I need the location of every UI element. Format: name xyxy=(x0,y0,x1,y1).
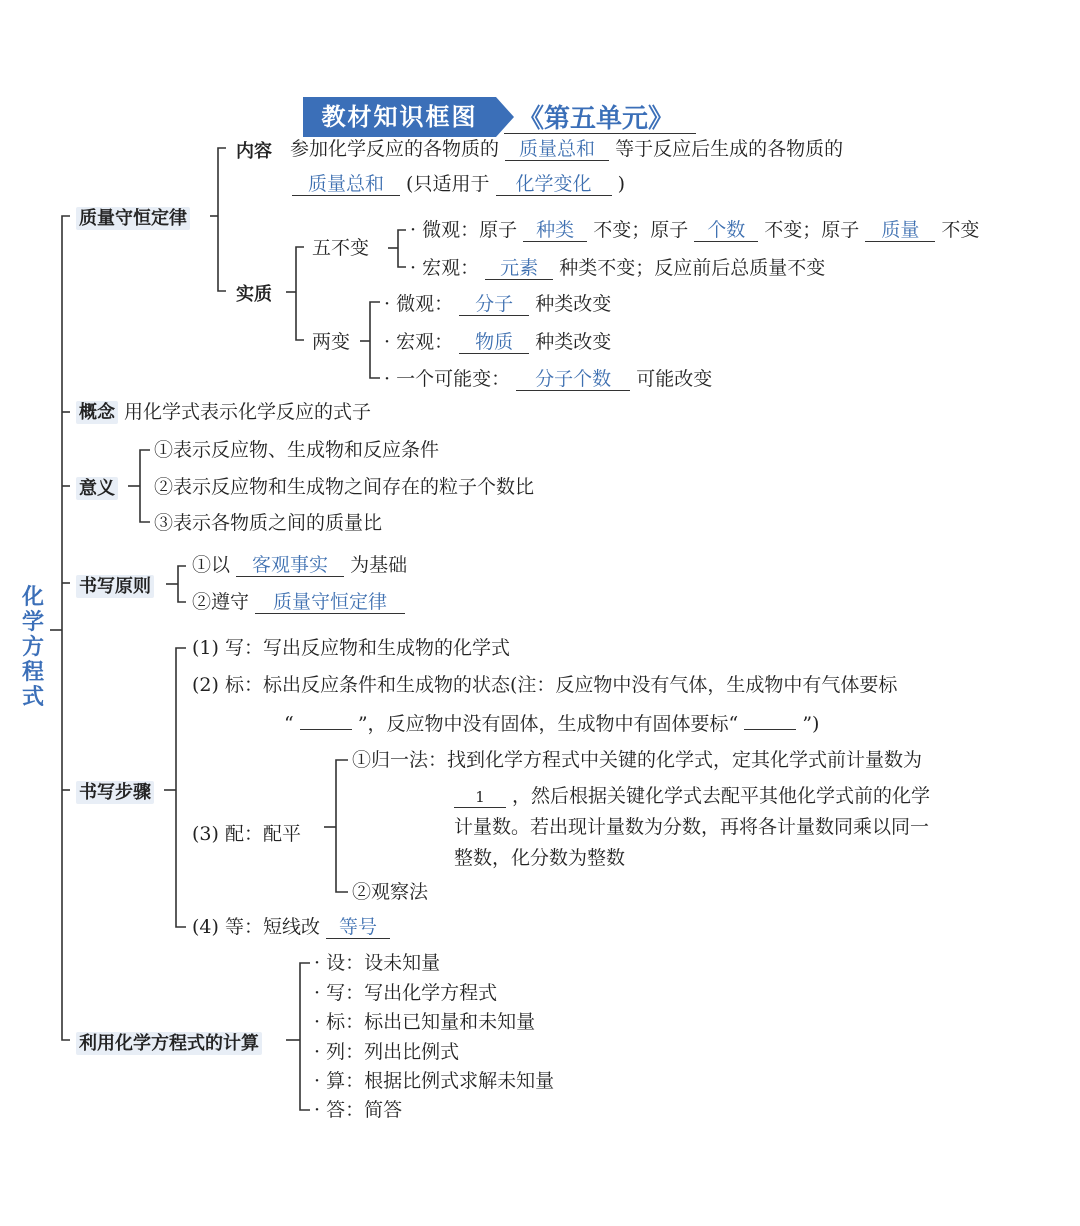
five-macro-text: 种类不变；反应前后总质量不变 xyxy=(559,257,826,279)
root-title-char: 学 xyxy=(21,610,44,635)
five-micro-text: 不变 xyxy=(941,219,980,241)
calc-step: · 设：设未知量 xyxy=(314,952,441,974)
method-normalize-line-2 xyxy=(454,784,930,808)
five-micro-text: · 微观：原子 xyxy=(410,219,518,241)
banner-arrow-shape xyxy=(496,97,514,137)
node-label: 质量守恒定律 xyxy=(76,207,190,230)
maybe-text: · 一个可能变： xyxy=(384,368,511,390)
answer-blank: 等号 xyxy=(326,916,390,939)
answer-blank: 个数 xyxy=(694,219,758,242)
calc-step: · 标：标出已知量和未知量 xyxy=(314,1011,536,1033)
empty-blank xyxy=(300,709,352,730)
node-label: 利用化学方程式的计算 xyxy=(76,1032,262,1055)
step-mark-line-1: (2) 标：标出反应条件和生成物的状态(注：反应物中没有气体，生成物中有气体要标 xyxy=(192,674,898,696)
method-normalize-line-4: 整数，化分数为整数 xyxy=(454,847,626,869)
content-text: 参加化学反应的各物质的 xyxy=(290,138,500,160)
meaning-item: ②表示反应物和生成物之间存在的粒子个数比 xyxy=(154,476,535,498)
section-banner: 教材知识框图 xyxy=(303,97,496,137)
node-calculation xyxy=(76,1029,262,1055)
method-observe: ②观察法 xyxy=(352,881,429,903)
answer-blank: 质量守恒定律 xyxy=(255,591,405,614)
root-title-char: 式 xyxy=(21,685,44,710)
content-line-1 xyxy=(290,137,843,161)
method-text: ，然后根据关键化学式去配平其他化学式前的化学 xyxy=(512,785,931,807)
step-write: (1) 写：写出反应物和生成物的化学式 xyxy=(192,637,510,659)
two-micro-line xyxy=(384,292,611,316)
root-title xyxy=(20,585,46,710)
meaning-item: ①表示反应物、生成物和反应条件 xyxy=(154,439,440,461)
calc-step: · 写：写出化学方程式 xyxy=(314,982,498,1004)
principle-text: ②遵守 xyxy=(192,591,250,613)
answer-blank: 种类 xyxy=(523,219,587,242)
two-micro-text: · 微观： xyxy=(384,293,454,315)
answer-blank: 化学变化 xyxy=(496,173,612,196)
node-writing-steps xyxy=(76,778,154,804)
root-title-char: 化 xyxy=(21,585,44,610)
content-text: 等于反应后生成的各物质的 xyxy=(615,138,844,160)
node-mass-conservation xyxy=(76,204,190,230)
two-macro-text: 种类改变 xyxy=(535,331,612,353)
root-title-char: 方 xyxy=(21,635,44,660)
answer-blank: 分子个数 xyxy=(516,368,630,391)
five-micro-text: 不变；原子 xyxy=(764,219,860,241)
node-essence: 实质 xyxy=(236,284,272,305)
answer-blank: 质量 xyxy=(865,219,935,242)
content-line-2 xyxy=(292,172,625,196)
two-macro-line xyxy=(384,330,611,354)
node-concept: 概念 xyxy=(76,401,118,424)
method-normalize-line-3: 计量数。若出现计量数为分数，再将各计量数同乘以同一 xyxy=(454,816,930,838)
content-text: ) xyxy=(617,173,625,195)
node-writing-principles xyxy=(76,572,154,598)
answer-blank: 1 xyxy=(454,787,506,808)
step-equal-text: (4) 等：短线改 xyxy=(192,916,320,938)
node-label: 意义 xyxy=(76,477,118,500)
calc-step: · 算：根据比例式求解未知量 xyxy=(314,1070,555,1092)
answer-blank: 分子 xyxy=(459,293,529,316)
answer-blank: 元素 xyxy=(485,257,553,280)
unit-title: 《第五单元》 xyxy=(518,104,675,134)
node-meaning xyxy=(76,474,118,500)
concept-line xyxy=(76,400,371,425)
content-text: (只适用于 xyxy=(406,173,490,195)
five-micro-text: 不变；原子 xyxy=(593,219,689,241)
two-micro-text: 种类改变 xyxy=(535,293,612,315)
node-label: 书写原则 xyxy=(76,575,154,598)
principle-text: ①以 xyxy=(192,554,231,576)
step-equal xyxy=(192,915,390,939)
maybe-text: 可能改变 xyxy=(636,368,713,390)
answer-blank: 质量总和 xyxy=(292,173,400,196)
five-macro-text: · 宏观： xyxy=(410,257,480,279)
node-content: 内容 xyxy=(236,141,272,162)
answer-blank: 物质 xyxy=(459,331,529,354)
five-micro-line xyxy=(410,218,979,242)
concept-text: 用化学式表示化学反应的式子 xyxy=(124,401,372,423)
node-five-unchanged: 五不变 xyxy=(312,237,370,259)
step-mark-line-2 xyxy=(284,709,819,736)
calc-step: · 列：列出比例式 xyxy=(314,1041,460,1063)
step-balance: (3) 配：配平 xyxy=(192,823,301,845)
maybe-change-line xyxy=(384,367,712,391)
principle-1 xyxy=(192,553,407,577)
calc-step: · 答：简答 xyxy=(314,1099,403,1121)
principle-text: 为基础 xyxy=(350,554,408,576)
meaning-item: ③表示各物质之间的质量比 xyxy=(154,512,383,534)
method-normalize-title: ①归一法：找到化学方程式中关键的化学式，定其化学式前计量数为 xyxy=(352,749,923,771)
five-macro-line xyxy=(410,256,825,280)
quote-mark: “ xyxy=(284,713,294,735)
step-mark-text: ”) xyxy=(802,713,820,735)
two-macro-text: · 宏观： xyxy=(384,331,454,353)
answer-blank: 客观事实 xyxy=(236,554,344,577)
unit-underline xyxy=(504,133,696,134)
step-mark-text: ”，反应物中没有固体，生成物中有固体要标“ xyxy=(357,713,739,735)
node-label: 书写步骤 xyxy=(76,781,154,804)
root-title-char: 程 xyxy=(21,660,44,685)
empty-blank xyxy=(744,709,796,730)
principle-2 xyxy=(192,590,405,614)
node-two-changed: 两变 xyxy=(312,331,351,353)
answer-blank: 质量总和 xyxy=(505,138,609,161)
